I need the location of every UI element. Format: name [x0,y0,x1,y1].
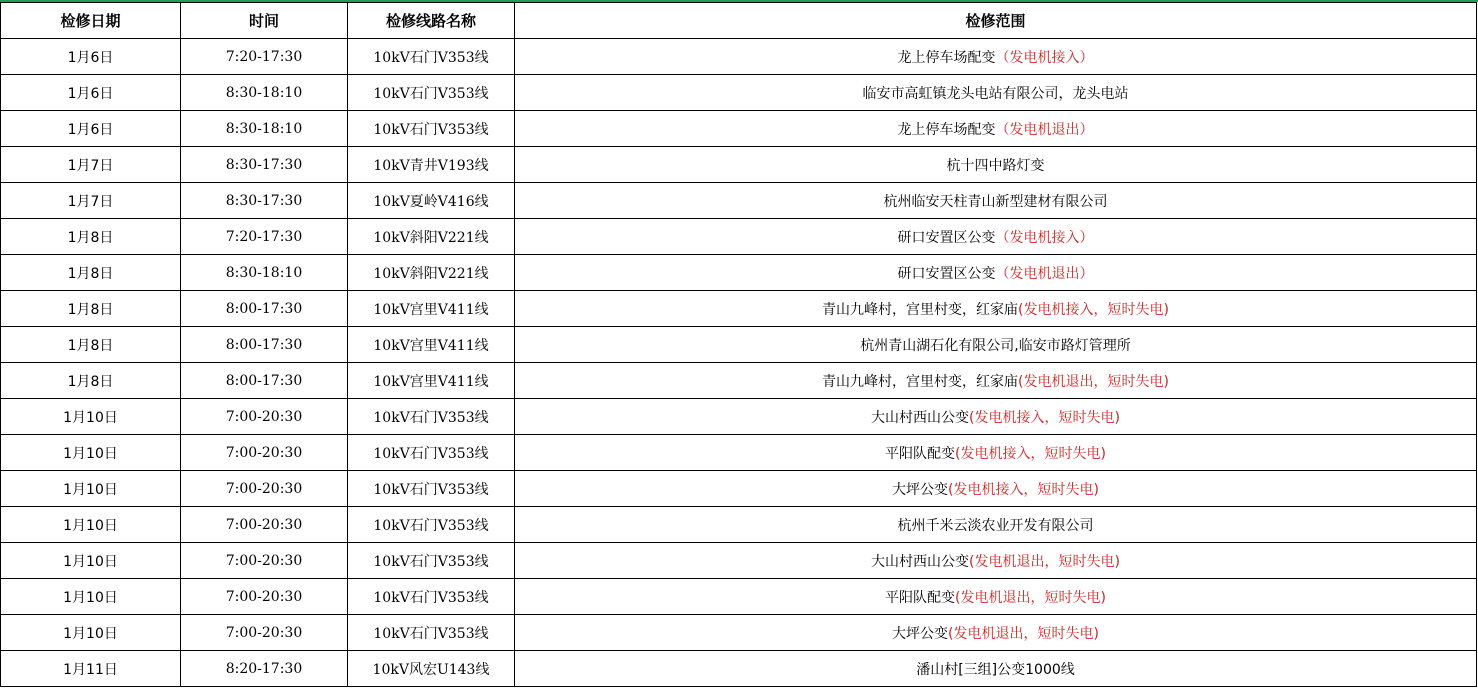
cell-line-name[interactable]: 10kV宫里V411线 [348,327,515,363]
cell-line-name[interactable]: 10kV青井V193线 [348,147,515,183]
table-row [1,471,1477,507]
cell-time[interactable]: 8:20-17:30 [181,651,348,687]
scope-text: 大坪公变 [892,625,949,642]
cell-date[interactable]: 1月10日 [1,579,181,615]
header-row [1,3,1477,39]
cell-scope[interactable] [515,363,1477,399]
cell-line-name[interactable]: 10kV宫里V411线 [348,363,515,399]
cell-time[interactable]: 8:30-17:30 [181,147,348,183]
cell-date[interactable]: 1月8日 [1,255,181,291]
cell-line-name[interactable]: 10kV斜阳V221线 [348,255,515,291]
scope-note: (发电机接入，短时失电) [948,481,1099,498]
cell-line-name[interactable]: 10kV石门V353线 [348,507,515,543]
table-row [1,255,1477,291]
scope-text: 大坪公变 [892,481,949,498]
cell-line-name[interactable]: 10kV石门V353线 [348,39,515,75]
table-row [1,75,1477,111]
header-scope[interactable]: 检修范围 [515,3,1477,39]
cell-date[interactable]: 1月8日 [1,291,181,327]
cell-scope[interactable] [515,183,1477,219]
cell-time[interactable]: 7:00-20:30 [181,615,348,651]
cell-line-name[interactable]: 10kV石门V353线 [348,111,515,147]
cell-line-name[interactable]: 10kV石门V353线 [348,75,515,111]
header-date[interactable]: 检修日期 [1,3,181,39]
table-row [1,651,1477,687]
cell-scope[interactable] [515,75,1477,111]
cell-time[interactable]: 8:30-18:10 [181,75,348,111]
scope-text: 青山九峰村，宫里村变，红家庙 [822,301,1019,318]
table-row [1,183,1477,219]
cell-date[interactable]: 1月10日 [1,435,181,471]
cell-scope[interactable] [515,291,1477,327]
cell-line-name[interactable]: 10kV石门V353线 [348,435,515,471]
table-row [1,39,1477,75]
table-row [1,399,1477,435]
cell-scope[interactable] [515,39,1477,75]
table-row [1,507,1477,543]
cell-time[interactable]: 7:00-20:30 [181,507,348,543]
cell-scope[interactable] [515,147,1477,183]
header-line-name[interactable]: 检修线路名称 [348,3,515,39]
table-row [1,147,1477,183]
cell-time[interactable]: 7:00-20:30 [181,579,348,615]
cell-line-name[interactable]: 10kV石门V353线 [348,579,515,615]
scope-text: 临安市高虹镇龙头电站有限公司，龙头电站 [862,85,1129,102]
cell-time[interactable]: 8:30-18:10 [181,255,348,291]
cell-scope[interactable] [515,615,1477,651]
cell-line-name[interactable]: 10kV石门V353线 [348,543,515,579]
cell-time[interactable]: 8:30-18:10 [181,111,348,147]
scope-note: (发电机接入，短时失电) [955,445,1106,462]
cell-scope[interactable] [515,219,1477,255]
scope-note: (发电机退出，短时失电) [955,589,1106,606]
table-row [1,291,1477,327]
scope-note: （发电机退出） [995,265,1094,282]
cell-date[interactable]: 1月10日 [1,543,181,579]
cell-date[interactable]: 1月10日 [1,615,181,651]
cell-date[interactable]: 1月6日 [1,75,181,111]
cell-line-name[interactable]: 10kV石门V353线 [348,399,515,435]
cell-time[interactable]: 7:00-20:30 [181,471,348,507]
table-row [1,579,1477,615]
cell-scope[interactable] [515,327,1477,363]
cell-time[interactable]: 7:20-17:30 [181,39,348,75]
cell-line-name[interactable]: 10kV石门V353线 [348,471,515,507]
scope-text: 杭州千米云淡农业开发有限公司 [897,517,1094,534]
scope-note: （发电机接入） [995,49,1094,66]
scope-text: 平阳队配变 [885,589,956,606]
cell-time[interactable]: 8:00-17:30 [181,327,348,363]
scope-note: （发电机接入） [995,229,1094,246]
scope-text: 潘山村[三组]公变1000线 [916,661,1075,678]
scope-note: (发电机退出，短时失电) [948,625,1099,642]
cell-date[interactable]: 1月8日 [1,363,181,399]
cell-line-name[interactable]: 10kV风宏U143线 [348,651,515,687]
scope-note: (发电机退出，短时失电) [969,553,1120,570]
cell-date[interactable]: 1月8日 [1,219,181,255]
table-row [1,543,1477,579]
scope-text: 研口安置区公变 [897,265,996,282]
maintenance-schedule-table [0,2,1477,687]
scope-text: 大山村西山公变 [871,553,970,570]
cell-scope[interactable] [515,111,1477,147]
scope-text: 杭州临安天柱青山新型建材有限公司 [883,193,1108,210]
cell-date[interactable]: 1月10日 [1,507,181,543]
cell-date[interactable]: 1月6日 [1,111,181,147]
scope-text: 杭十四中路灯变 [946,157,1045,174]
cell-line-name[interactable]: 10kV石门V353线 [348,615,515,651]
scope-text: 龙上停车场配变 [897,49,996,66]
cell-date[interactable]: 1月10日 [1,399,181,435]
header-time[interactable]: 时间 [181,3,348,39]
cell-time[interactable]: 8:00-17:30 [181,291,348,327]
cell-date[interactable]: 1月6日 [1,39,181,75]
cell-date[interactable]: 1月7日 [1,183,181,219]
table-row [1,615,1477,651]
cell-scope[interactable] [515,507,1477,543]
cell-time[interactable]: 7:00-20:30 [181,399,348,435]
cell-time[interactable]: 8:00-17:30 [181,363,348,399]
table-row [1,363,1477,399]
cell-time[interactable]: 7:00-20:30 [181,543,348,579]
cell-line-name[interactable]: 10kV夏岭V416线 [348,183,515,219]
cell-scope[interactable] [515,651,1477,687]
scope-text: 平阳队配变 [885,445,956,462]
cell-scope[interactable] [515,435,1477,471]
scope-text: 杭州青山湖石化有限公司,临安市路灯管理所 [860,337,1131,354]
cell-line-name[interactable]: 10kV宫里V411线 [348,291,515,327]
scope-note: (发电机接入，短时失电) [969,409,1120,426]
cell-date[interactable]: 1月10日 [1,471,181,507]
cell-time[interactable]: 7:20-17:30 [181,219,348,255]
table-row [1,111,1477,147]
cell-date[interactable]: 1月11日 [1,651,181,687]
cell-scope[interactable] [515,255,1477,291]
cell-time[interactable]: 7:00-20:30 [181,435,348,471]
scope-text: 青山九峰村，宫里村变，红家庙 [822,373,1019,390]
cell-date[interactable]: 1月7日 [1,147,181,183]
table-row [1,327,1477,363]
scope-text: 研口安置区公变 [897,229,996,246]
scope-note: （发电机退出） [995,121,1094,138]
scope-text: 大山村西山公变 [871,409,970,426]
scope-text: 龙上停车场配变 [897,121,996,138]
cell-scope[interactable] [515,471,1477,507]
table-row [1,219,1477,255]
scope-note: (发电机退出，短时失电) [1018,373,1169,390]
cell-date[interactable]: 1月8日 [1,327,181,363]
table-body [1,39,1477,687]
cell-scope[interactable] [515,579,1477,615]
cell-line-name[interactable]: 10kV斜阳V221线 [348,219,515,255]
cell-scope[interactable] [515,399,1477,435]
cell-scope[interactable] [515,543,1477,579]
table-row [1,435,1477,471]
scope-note: (发电机接入，短时失电) [1018,301,1169,318]
cell-time[interactable]: 8:30-17:30 [181,183,348,219]
